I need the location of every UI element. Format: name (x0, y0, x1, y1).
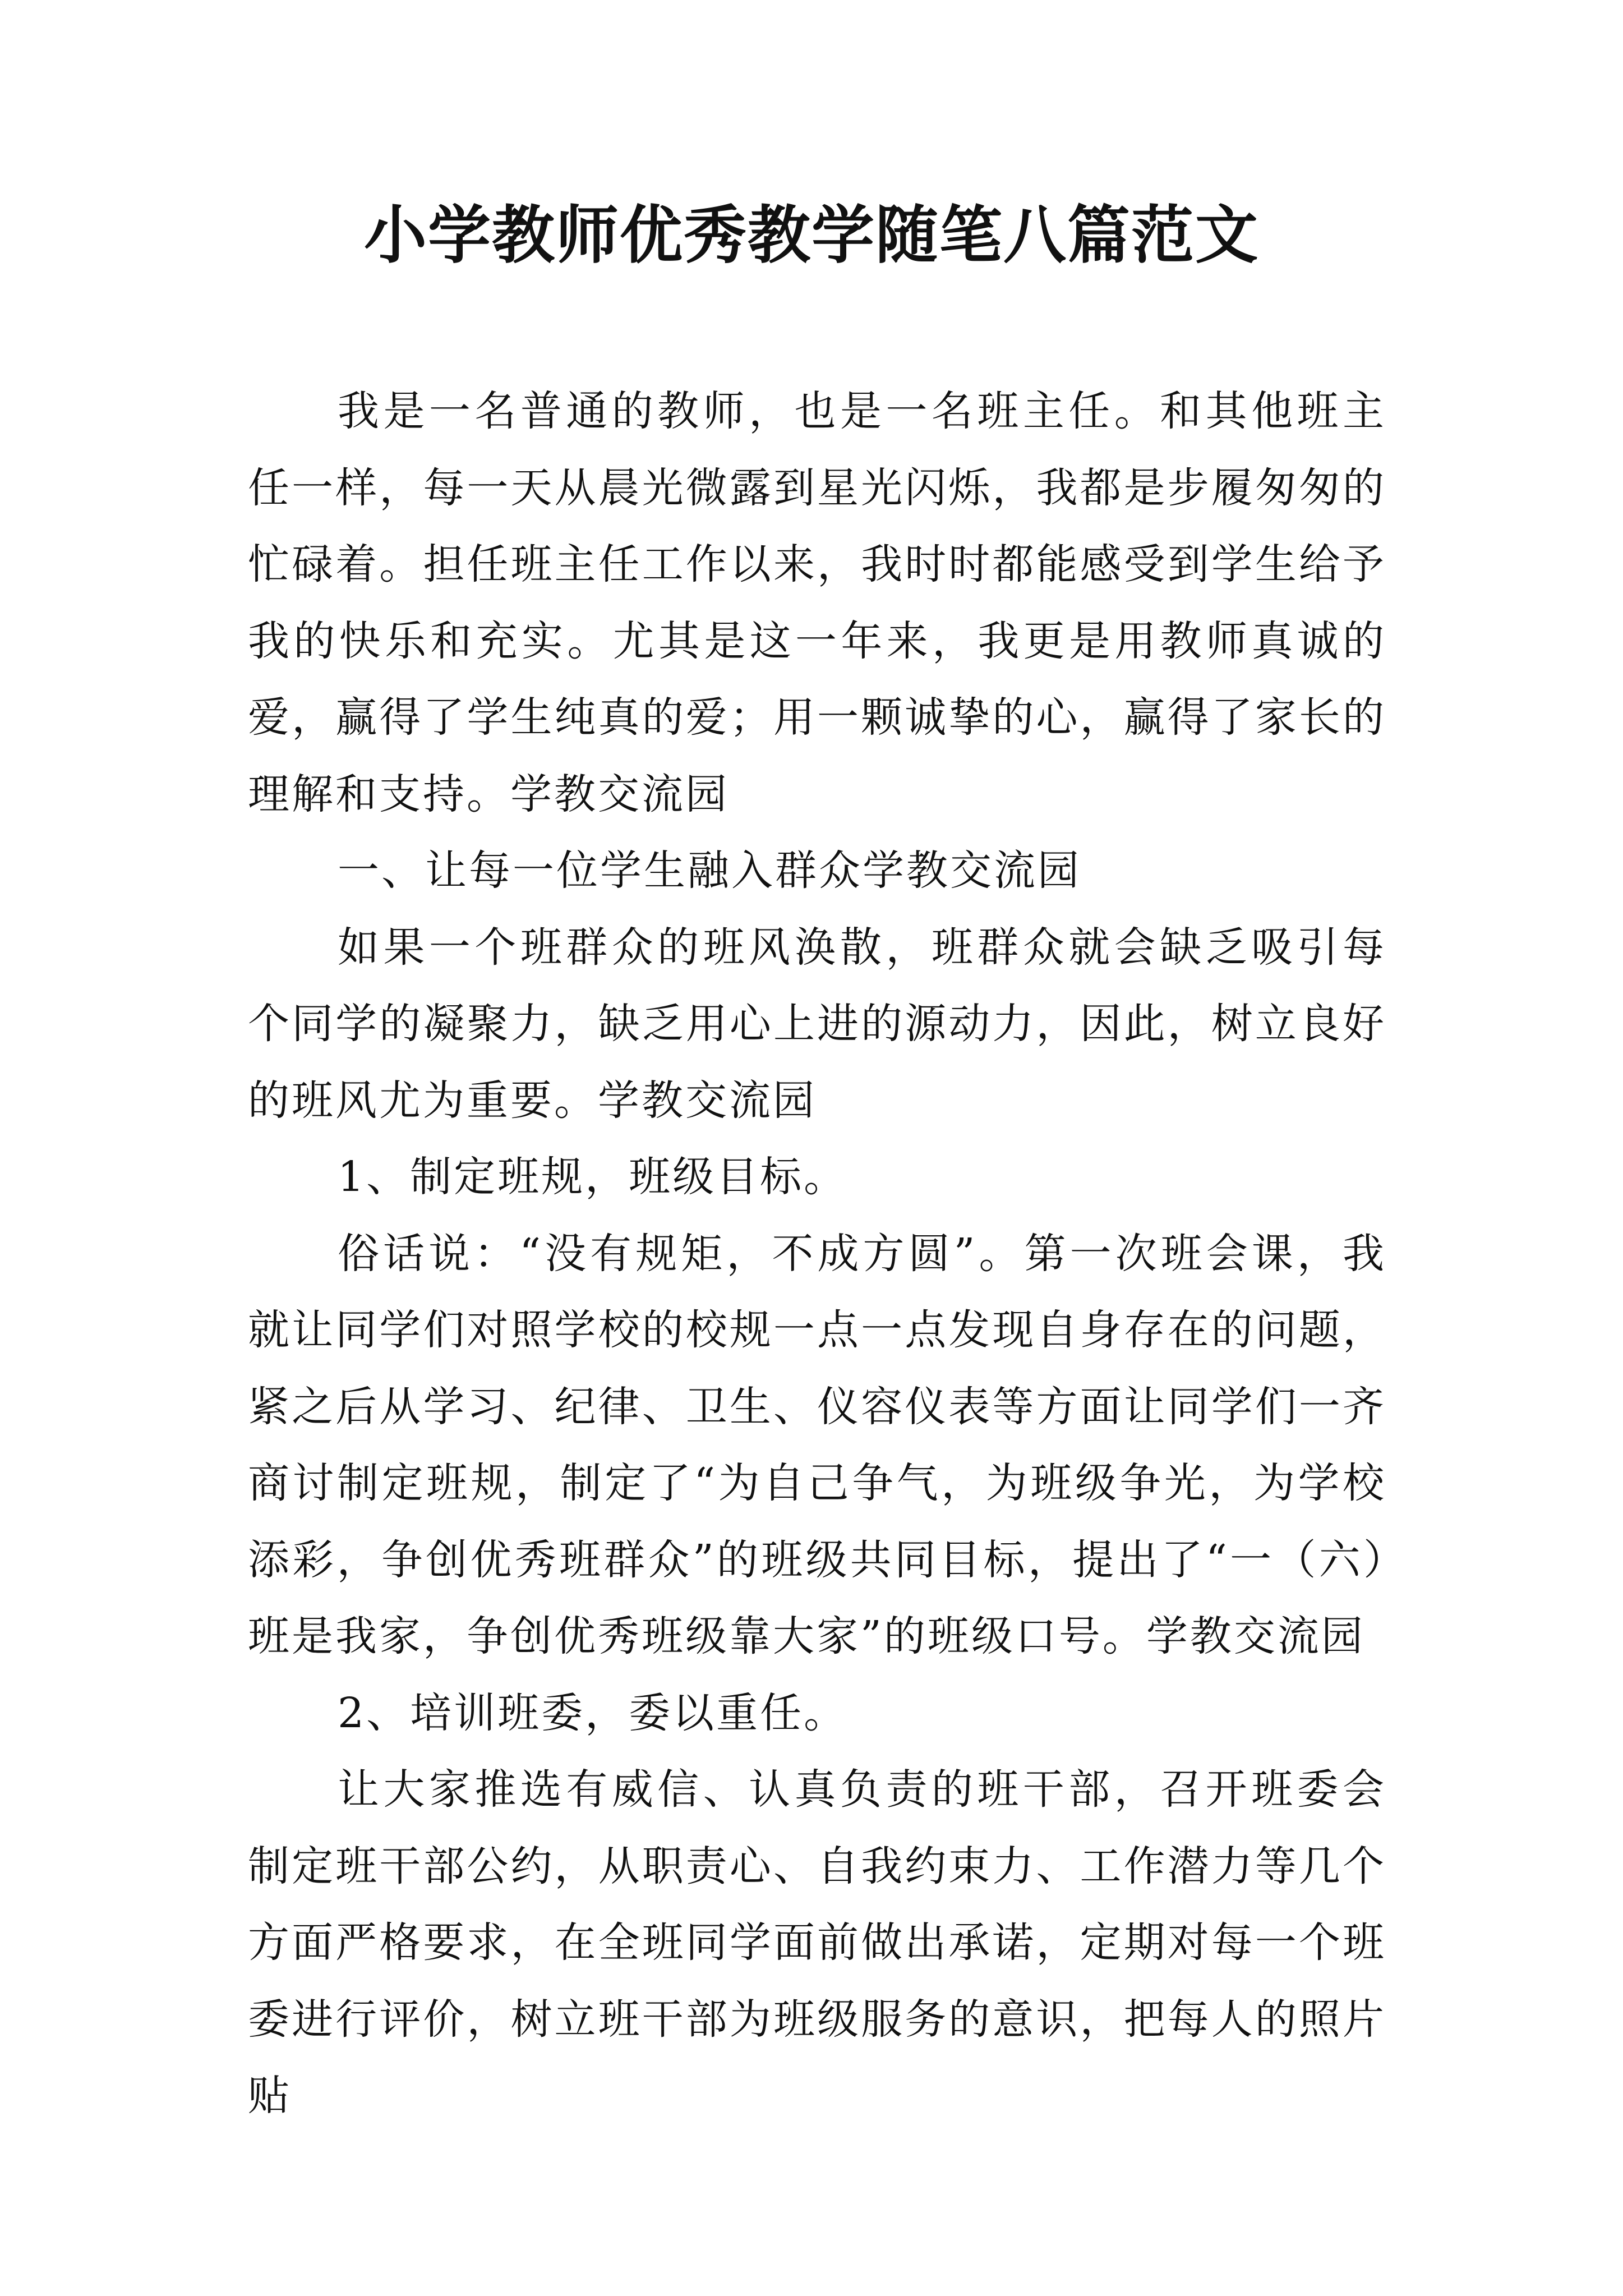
section-heading: 一、让每一位学生融入群众学教交流园 (338, 846, 1081, 895)
paragraph: 俗话说：“没有规矩，不成方圆”。第一次班会课，我就让同学们对照学校的校规一点一点发现自身存在的问题，紧之后从学习、纪律、卫生、仪容仪表等方面让同学们一齐商讨制定班规，制定了“为自己争气，为班级争光，为学校添彩，争创优秀班群众”的班级共同目标，提出了“一（六）班是我家，争创优秀班级靠大家”的班级口号。学教交流园 (248, 1229, 1386, 1660)
document-title: 小学教师优秀教学随笔八篇范文 (364, 199, 1259, 272)
document-body (248, 373, 1386, 2134)
subsection-heading: 2、培训班委，委以重任。 (338, 1688, 848, 1737)
paragraph: 让大家推选有威信、认真负责的班干部，召开班委会制定班干部公约，从职责心、自我约束力、工作潜力等几个方面严格要求，在全班同学面前做出承诺，定期对每一个班委进行评价，树立班干部为班级服务的意识，把每人的照片贴 (248, 1765, 1386, 2120)
paragraph: 我是一名普通的教师，也是一名班主任。和其他班主任一样，每一天从晨光微露到星光闪烁，我都是步履匆匆的忙碌着。担任班主任工作以来，我时时都能感受到学生给予我的快乐和充实。尤其是这一年来，我更是用教师真诚的爱，赢得了学生纯真的爱；用一颗诚挚的心，赢得了家长的理解和支持。学教交流园 (248, 387, 1386, 818)
subsection-heading: 1、制定班规，班级目标。 (338, 1153, 848, 1201)
paragraph: 如果一个班群众的班风涣散，班群众就会缺乏吸引每个同学的凝聚力，缺乏用心上进的源动力，因此，树立良好的班风尤为重要。学教交流园 (248, 923, 1386, 1125)
